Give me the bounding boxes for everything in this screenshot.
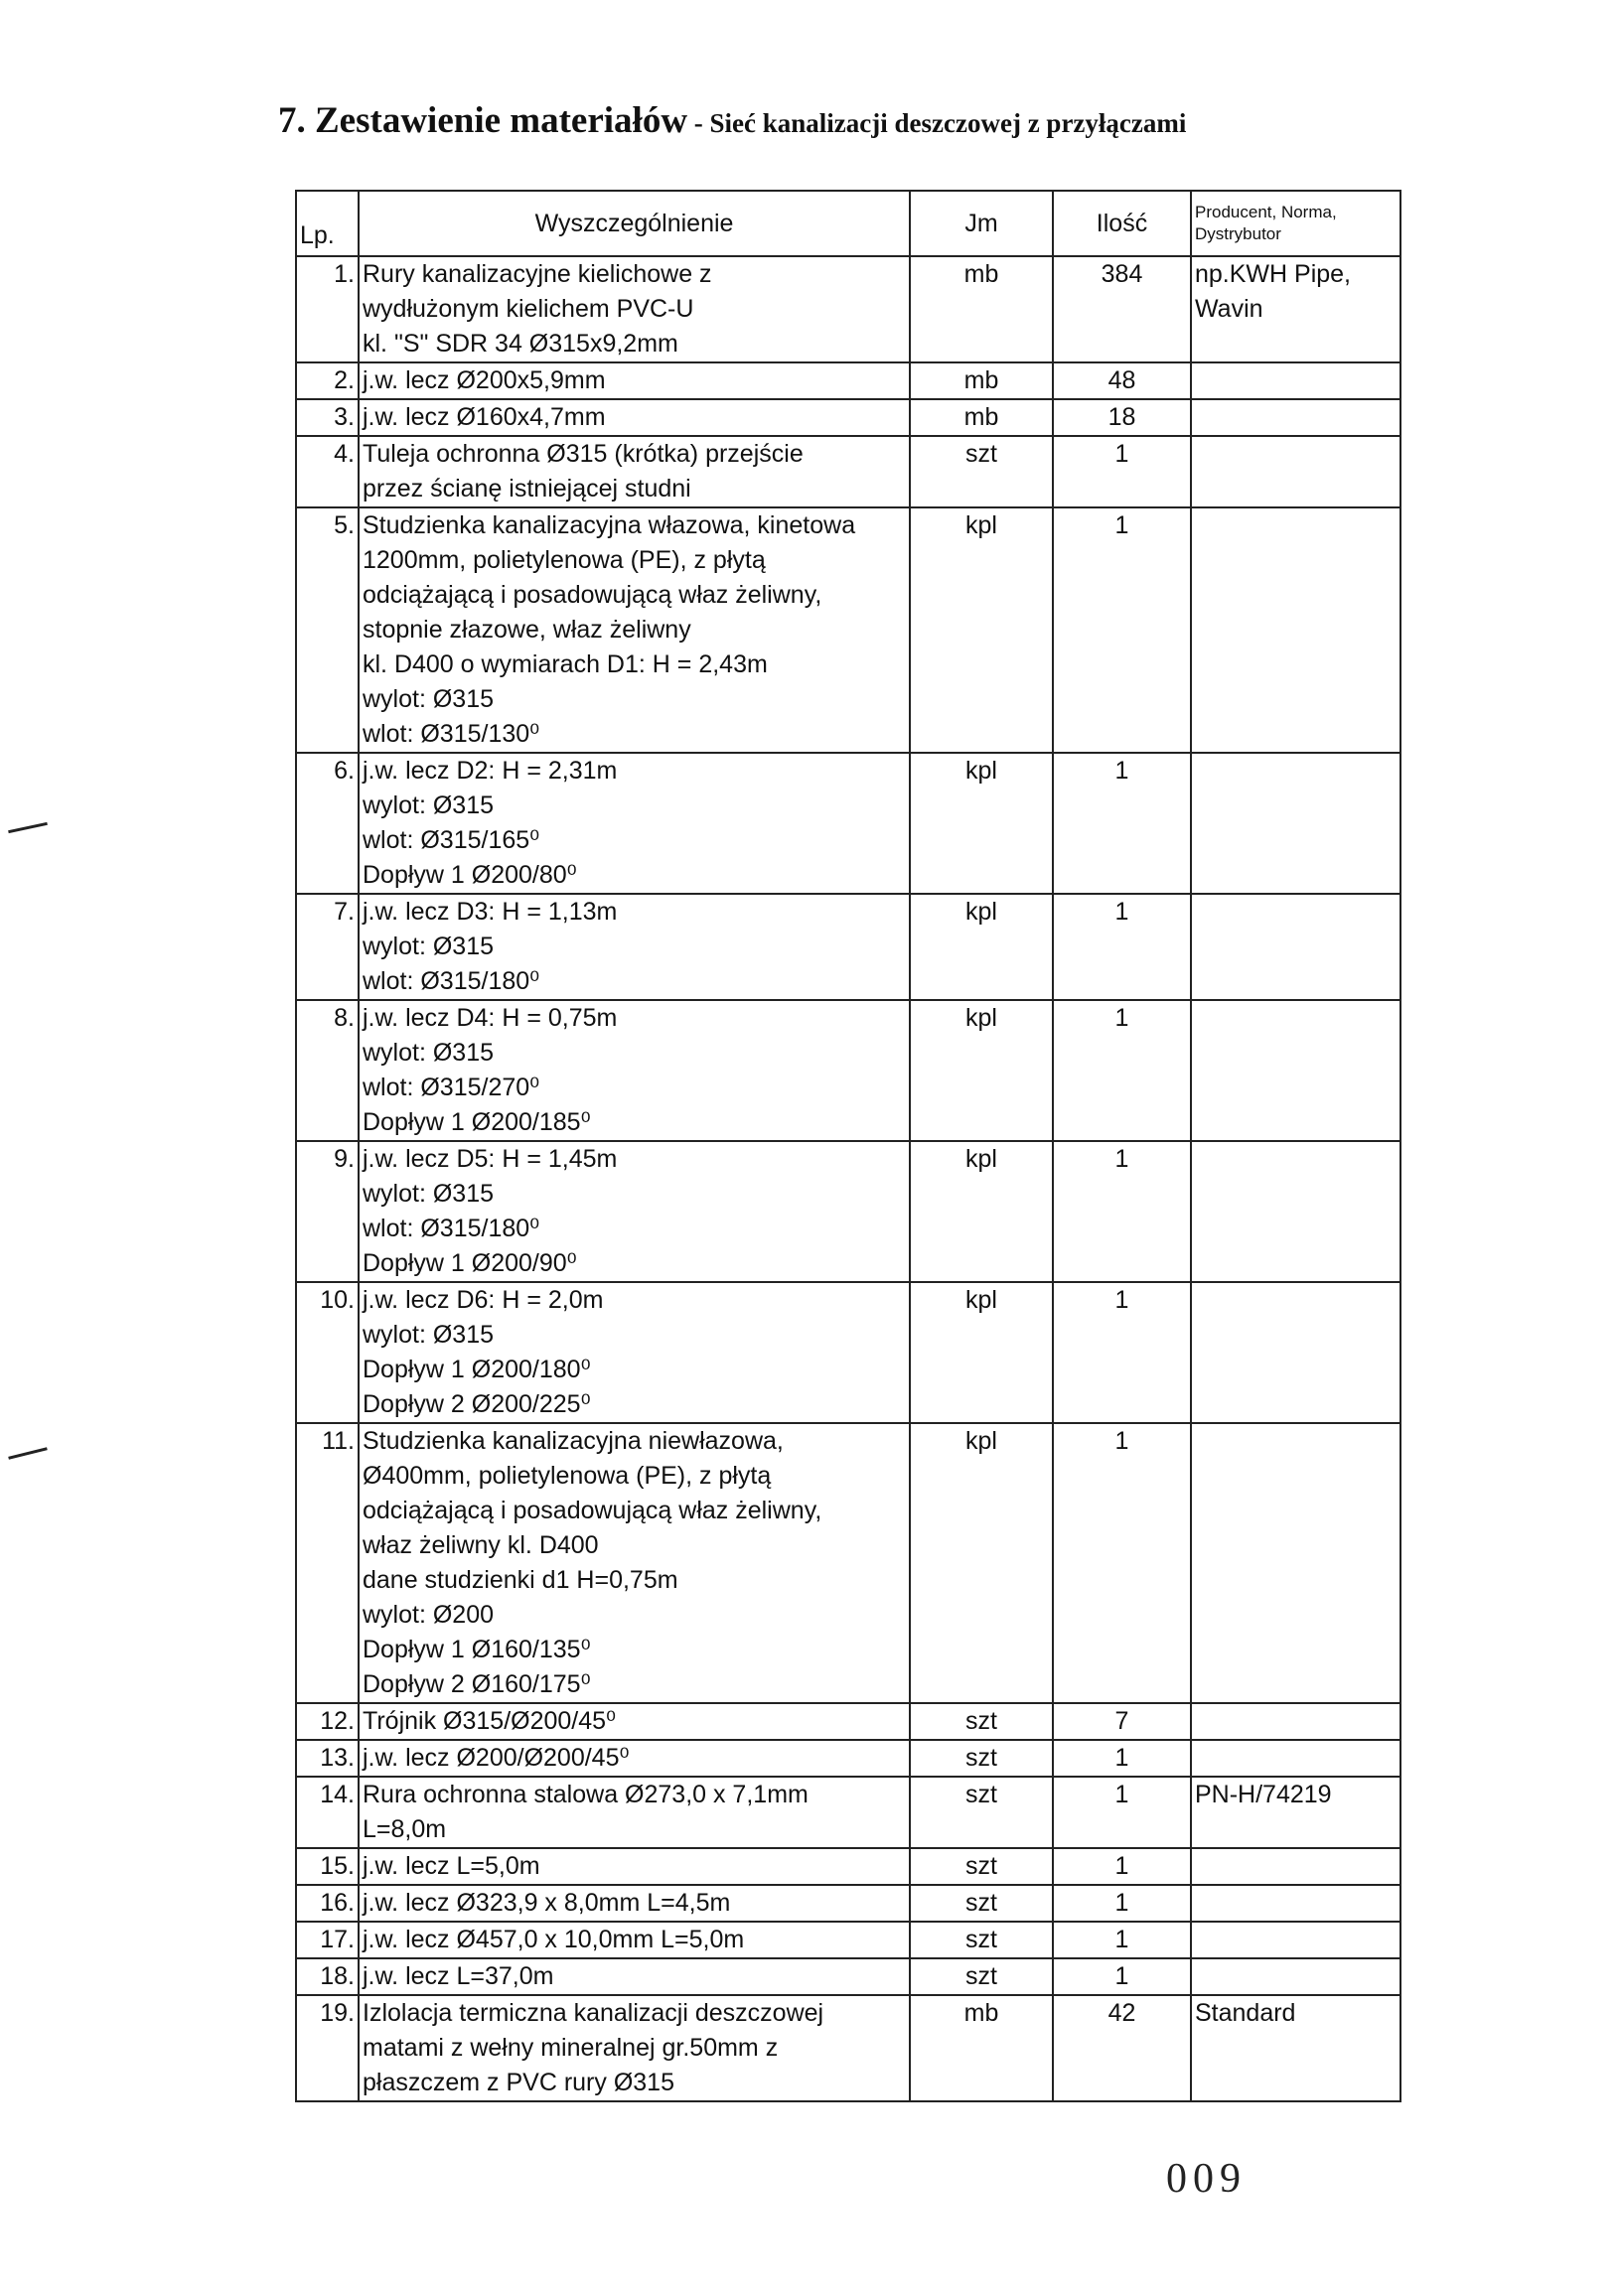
row-description: j.w. lecz Ø323,9 x 8,0mm L=4,5m — [359, 1885, 910, 1922]
row-unit: kpl — [910, 1141, 1053, 1282]
row-unit: kpl — [910, 894, 1053, 1000]
table-row — [296, 1703, 1400, 1740]
row-unit: mb — [910, 256, 1053, 362]
materials-table — [295, 190, 1401, 2102]
header-description: Wyszczególnienie — [359, 191, 910, 256]
row-producer — [1191, 1885, 1400, 1922]
row-description: Tuleja ochronna Ø315 (krótka) przejście przez ścianę istniejącej studni — [359, 436, 910, 507]
header-quantity: Ilość — [1053, 191, 1191, 256]
table-row — [296, 1282, 1400, 1423]
row-description: j.w. lecz D5: H = 1,45m wylot: Ø315 wlot: Ø315/180⁰ Dopływ 1 Ø200/90⁰ — [359, 1141, 910, 1282]
row-description: Izlolacja termiczna kanalizacji deszczowej matami z wełny mineralnej gr.50mm z płaszczem z PVC rury Ø315 — [359, 1995, 910, 2101]
table-row — [296, 362, 1400, 399]
table-row — [296, 753, 1400, 894]
row-number: 9. — [296, 1141, 359, 1282]
scan-mark — [8, 1447, 48, 1460]
row-number: 15. — [296, 1848, 359, 1885]
row-description: j.w. lecz Ø457,0 x 10,0mm L=5,0m — [359, 1922, 910, 1958]
row-description: j.w. lecz Ø160x4,7mm — [359, 399, 910, 436]
table-row — [296, 256, 1400, 362]
table-row — [296, 399, 1400, 436]
row-quantity: 1 — [1053, 1777, 1191, 1848]
row-unit: mb — [910, 1995, 1053, 2101]
row-description: j.w. lecz D3: H = 1,13m wylot: Ø315 wlot: Ø315/180⁰ — [359, 894, 910, 1000]
row-producer — [1191, 1141, 1400, 1282]
row-number: 13. — [296, 1740, 359, 1777]
row-number: 2. — [296, 362, 359, 399]
row-unit: kpl — [910, 507, 1053, 753]
row-quantity: 1 — [1053, 436, 1191, 507]
row-quantity: 1 — [1053, 507, 1191, 753]
row-unit: szt — [910, 1922, 1053, 1958]
row-unit: szt — [910, 436, 1053, 507]
row-quantity: 1 — [1053, 1922, 1191, 1958]
row-unit: mb — [910, 362, 1053, 399]
row-unit: szt — [910, 1885, 1053, 1922]
page-number: 009 — [1166, 2156, 1247, 2202]
row-producer — [1191, 753, 1400, 894]
table-row — [296, 1777, 1400, 1848]
table-row — [296, 1885, 1400, 1922]
row-producer — [1191, 1958, 1400, 1995]
row-producer — [1191, 1703, 1400, 1740]
table-row — [296, 1141, 1400, 1282]
table-row — [296, 1423, 1400, 1703]
row-description: Rura ochronna stalowa Ø273,0 x 7,1mm L=8,0m — [359, 1777, 910, 1848]
row-number: 4. — [296, 436, 359, 507]
row-description: Rury kanalizacyjne kielichowe z wydłużonym kielichem PVC-U kl. "S" SDR 34 Ø315x9,2mm — [359, 256, 910, 362]
row-description: j.w. lecz L=5,0m — [359, 1848, 910, 1885]
table-row — [296, 507, 1400, 753]
row-producer: PN-H/74219 — [1191, 1777, 1400, 1848]
row-description: Studzienka kanalizacyjna niewłazowa, Ø400mm, polietylenowa (PE), z płytą odciążającą i posadowującą właz żeliwny, właz żeliwny kl. D400 dane studzienki d1 H=0,75m wylot: Ø200 Dopływ 1 Ø160/135⁰ Dopływ 2 Ø160/175⁰ — [359, 1423, 910, 1703]
row-producer — [1191, 362, 1400, 399]
row-description: Studzienka kanalizacyjna włazowa, kinetowa 1200mm, polietylenowa (PE), z płytą odciążającą i posadowującą właz żeliwny, stopnie złazowe, właz żeliwny kl. D400 o wymiarach D1: H = 2,43m wylot: Ø315 wlot: Ø315/130⁰ — [359, 507, 910, 753]
row-unit: szt — [910, 1848, 1053, 1885]
row-quantity: 384 — [1053, 256, 1191, 362]
row-quantity: 1 — [1053, 753, 1191, 894]
header-unit: Jm — [910, 191, 1053, 256]
row-producer — [1191, 1282, 1400, 1423]
table-row — [296, 894, 1400, 1000]
row-number: 10. — [296, 1282, 359, 1423]
row-number: 14. — [296, 1777, 359, 1848]
row-unit: szt — [910, 1958, 1053, 1995]
row-producer — [1191, 399, 1400, 436]
row-number: 6. — [296, 753, 359, 894]
header-producer: Producent, Norma, Dystrybutor — [1191, 191, 1400, 256]
row-unit: szt — [910, 1703, 1053, 1740]
row-producer — [1191, 1922, 1400, 1958]
row-quantity: 1 — [1053, 1423, 1191, 1703]
row-description: j.w. lecz Ø200/Ø200/45⁰ — [359, 1740, 910, 1777]
row-quantity: 1 — [1053, 1885, 1191, 1922]
header-lp: Lp. — [296, 191, 359, 256]
row-unit: kpl — [910, 1423, 1053, 1703]
row-producer: np.KWH Pipe, Wavin — [1191, 256, 1400, 362]
row-unit: szt — [910, 1740, 1053, 1777]
row-producer — [1191, 436, 1400, 507]
row-number: 17. — [296, 1922, 359, 1958]
row-quantity: 1 — [1053, 894, 1191, 1000]
row-number: 12. — [296, 1703, 359, 1740]
row-producer — [1191, 1000, 1400, 1141]
row-number: 1. — [296, 256, 359, 362]
row-producer: Standard — [1191, 1995, 1400, 2101]
row-number: 7. — [296, 894, 359, 1000]
row-number: 3. — [296, 399, 359, 436]
table-header-row — [296, 191, 1400, 256]
row-number: 8. — [296, 1000, 359, 1141]
table-row — [296, 436, 1400, 507]
row-producer — [1191, 1740, 1400, 1777]
row-description: Trójnik Ø315/Ø200/45⁰ — [359, 1703, 910, 1740]
row-quantity: 48 — [1053, 362, 1191, 399]
row-unit: kpl — [910, 753, 1053, 894]
row-quantity: 7 — [1053, 1703, 1191, 1740]
row-quantity: 1 — [1053, 1848, 1191, 1885]
table-row — [296, 1922, 1400, 1958]
title-main: 7. Zestawienie materiałów — [278, 100, 688, 141]
table-row — [296, 1740, 1400, 1777]
page-title — [278, 99, 1510, 142]
table-row — [296, 1000, 1400, 1141]
row-producer — [1191, 507, 1400, 753]
title-subtitle: - Sieć kanalizacji deszczowej z przyłączami — [687, 108, 1187, 138]
row-description: j.w. lecz D6: H = 2,0m wylot: Ø315 Dopływ 1 Ø200/180⁰ Dopływ 2 Ø200/225⁰ — [359, 1282, 910, 1423]
row-description: j.w. lecz Ø200x5,9mm — [359, 362, 910, 399]
row-quantity: 1 — [1053, 1282, 1191, 1423]
row-quantity: 1 — [1053, 1740, 1191, 1777]
row-unit: kpl — [910, 1000, 1053, 1141]
row-quantity: 1 — [1053, 1958, 1191, 1995]
row-description: j.w. lecz D2: H = 2,31m wylot: Ø315 wlot: Ø315/165⁰ Dopływ 1 Ø200/80⁰ — [359, 753, 910, 894]
row-description: j.w. lecz D4: H = 0,75m wylot: Ø315 wlot: Ø315/270⁰ Dopływ 1 Ø200/185⁰ — [359, 1000, 910, 1141]
row-quantity: 42 — [1053, 1995, 1191, 2101]
row-number: 5. — [296, 507, 359, 753]
table-row — [296, 1995, 1400, 2101]
row-quantity: 1 — [1053, 1141, 1191, 1282]
row-number: 16. — [296, 1885, 359, 1922]
row-producer — [1191, 1848, 1400, 1885]
row-number: 11. — [296, 1423, 359, 1703]
row-quantity: 1 — [1053, 1000, 1191, 1141]
row-quantity: 18 — [1053, 399, 1191, 436]
row-unit: kpl — [910, 1282, 1053, 1423]
row-unit: szt — [910, 1777, 1053, 1848]
row-producer — [1191, 1423, 1400, 1703]
row-description: j.w. lecz L=37,0m — [359, 1958, 910, 1995]
table-row — [296, 1848, 1400, 1885]
row-producer — [1191, 894, 1400, 1000]
row-unit: mb — [910, 399, 1053, 436]
table-row — [296, 1958, 1400, 1995]
row-number: 19. — [296, 1995, 359, 2101]
scan-mark — [8, 822, 48, 833]
row-number: 18. — [296, 1958, 359, 1995]
